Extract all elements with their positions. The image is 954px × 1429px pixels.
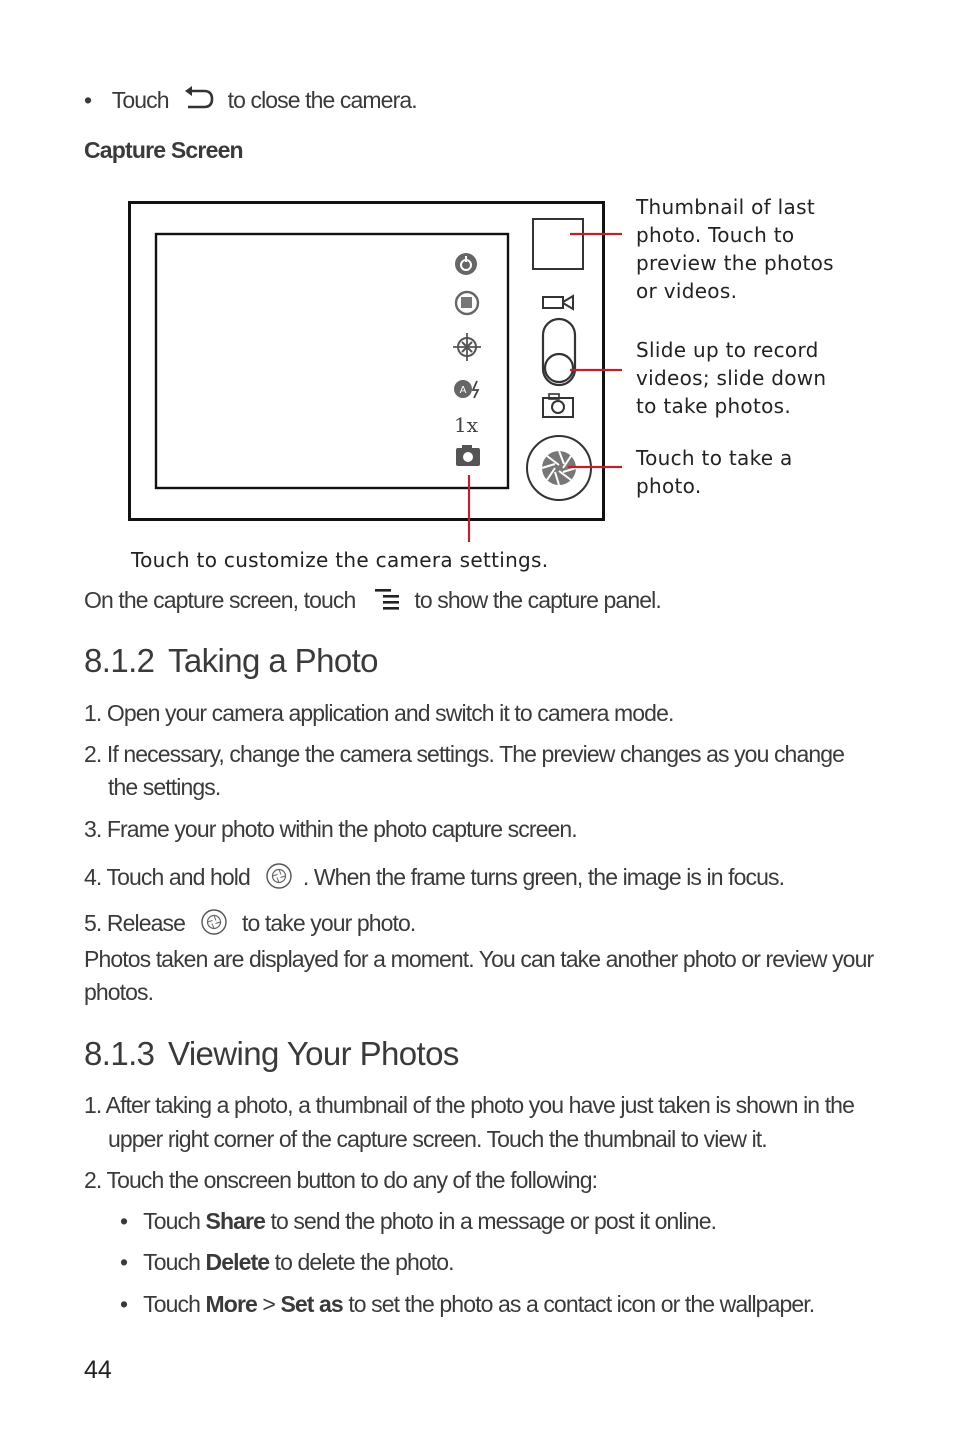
bullet-set-as: • Touch More > Set as to set the photo as a contact icon or the wallpaper.	[120, 1291, 815, 1317]
intro-prefix: Touch	[111, 87, 169, 114]
bullet: •	[120, 1291, 128, 1317]
step-4: 4. Touch and hold . When the frame turns green, the image is in focus.	[84, 862, 784, 896]
step-2-cont: the settings.	[108, 774, 221, 800]
page-number: 44	[84, 1356, 112, 1384]
bullet-delete: • Touch Delete to delete the photo.	[120, 1249, 454, 1275]
intro-suffix: to close the camera.	[227, 87, 417, 114]
shutter-icon	[265, 862, 293, 896]
note-line-2: photos.	[84, 979, 154, 1005]
flash-auto-label: A	[459, 385, 467, 396]
capture-panel-line: On the capture screen, touch to show the capture panel.	[84, 587, 661, 617]
bullet: •	[84, 87, 92, 114]
step-1: 1. Open your camera application and switch it to camera mode.	[84, 700, 674, 726]
menu-icon	[373, 587, 401, 617]
view-step-2: 2. Touch the onscreen button to do any of the following:	[84, 1167, 598, 1193]
step-2: 2. If necessary, change the camera settings. The preview changes as you change	[84, 741, 845, 767]
zoom-label: 1x	[453, 413, 479, 437]
step-3: 3. Frame your photo within the photo capture screen.	[84, 816, 577, 842]
callout-slider: Slide up to record videos; slide down to take photos.	[636, 338, 827, 418]
bullet: •	[120, 1249, 128, 1275]
callout-thumbnail: Thumbnail of last photo. Touch to preview the photos or videos.	[636, 195, 834, 303]
bullet-share: • Touch Share to send the photo in a message or post it online.	[120, 1208, 717, 1234]
callout-settings: Touch to customize the camera settings.	[131, 548, 549, 572]
bullet: •	[120, 1208, 128, 1234]
callout-shutter: Touch to take a photo.	[636, 446, 793, 498]
view-step-1: 1. After taking a photo, a thumbnail of the photo you have just taken is shown in the	[84, 1092, 854, 1118]
capture-screen-heading: Capture Screen	[84, 137, 243, 163]
section-812-heading: 8.1.2 Taking a Photo	[84, 642, 378, 679]
shutter-icon	[200, 908, 228, 942]
view-step-1-cont: upper right corner of the capture screen. Touch the thumbnail to view it.	[108, 1126, 767, 1152]
note-line-1: Photos taken are displayed for a moment. You can take another photo or review your	[84, 946, 874, 972]
step-5: 5. Release to take your photo.	[84, 908, 415, 942]
section-813-heading: 8.1.3 Viewing Your Photos	[84, 1035, 459, 1072]
